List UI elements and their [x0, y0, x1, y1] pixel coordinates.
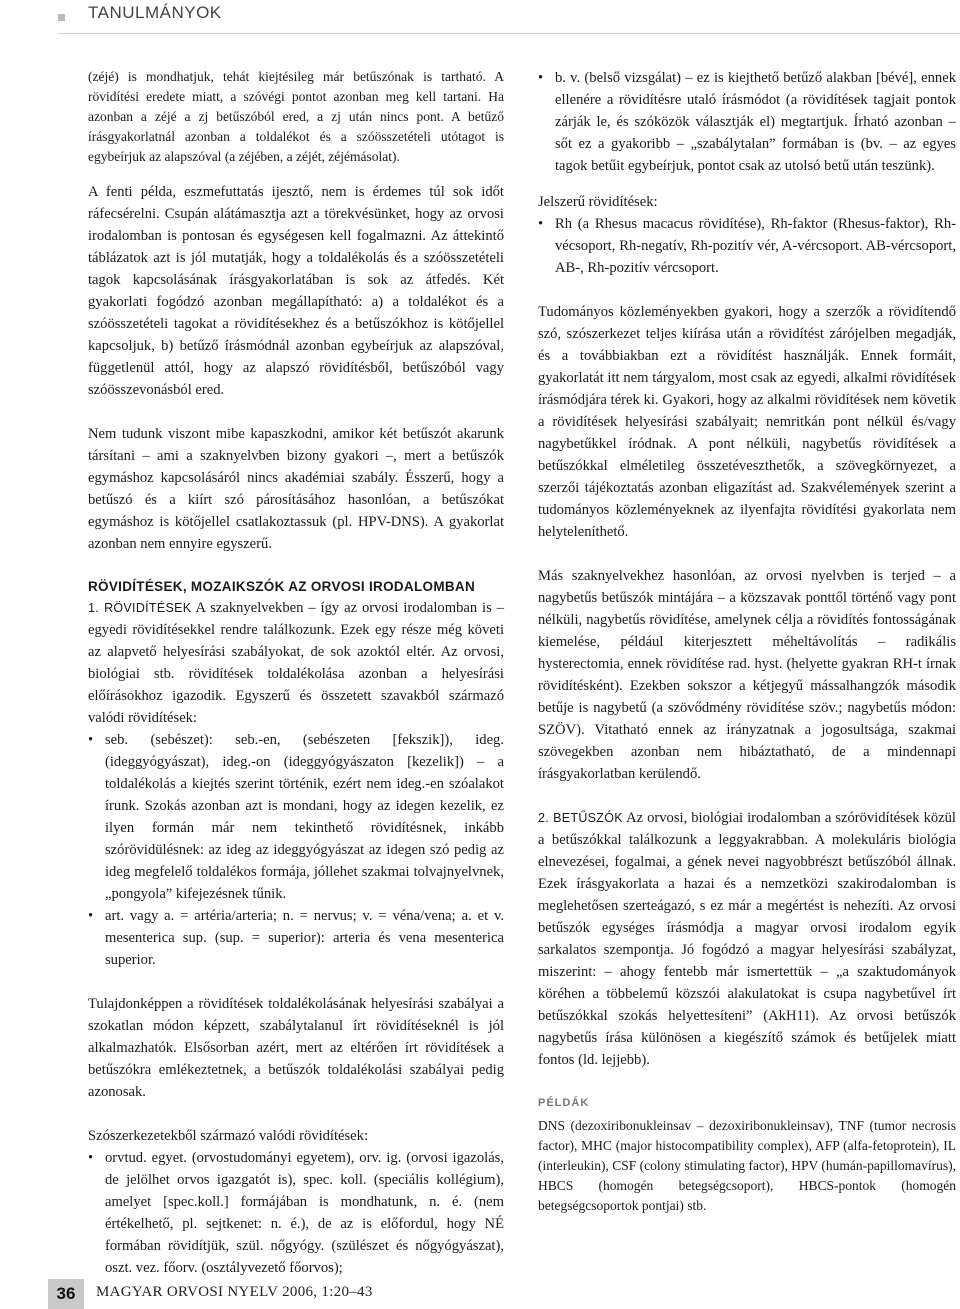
- page-footer: [0, 1279, 960, 1309]
- right-column: [538, 67, 956, 1216]
- journal-name: MAGYAR ORVOSI NYELV: [96, 1284, 279, 1300]
- subsection-1-label: 1. RÖVIDÍTÉSEK: [88, 601, 192, 615]
- paragraph-tulajdonkeppen: Tulajdonképpen a rövidítések toldalékolásának helyesírási szabályai a szokatlan módon képzett, szabálytalanul írt rövidítéseknél is jól alkalmazhatók. Elsősorban azért, mert az eltérően írt rövidítések a betűszókra emlékeztetnek, a betűszók toldalékolási szabályai pedig azonosak.: [88, 996, 504, 1100]
- paragraph-mas-szaknyelvek: Más szaknyelvekhez hasonlóan, az orvosi nyelvben is terjed – a nagybetűs betűszók mintájára – a közszavak ponttől történő vagy pont nélküli, nagybetűs rövidítése, amelynek célja a rövidítés fontosságának kiemelése, például kiterjesztett méheltávolítás – radikális hysterectomia, ennek rövidítése rad. hyst. (helyette gyakran RH-t írnak rövidítésként). Ezekben sokszor a kétjegyű mássalhangzók második betűje is nagybetű (a szövődmény rövidítése szöv.; nagybetűs módon: SZÖV). Vitatható ennek az irányzatnak a jogosultsága, szakmai szövegekben azonban nem hibáztatható, de a mindennapi írásgyakorlatban kerülendő.: [538, 568, 956, 782]
- paragraph-nem-tudunk: Nem tudunk viszont mibe kapaszkodni, amikor két betűszót akarunk társítani – ami a szaknyelvben bizony gyakori –, mert a betűszók egymáshoz kapcsolásáról nincs akadémiai szabály. Ésszerű, hogy a betűszó és a kiírt szó párosításához hasonlóan, a betűszókat egymáshoz is kötőjellel csatlakoztassuk (pl. HPV-DNS). A gyakorlat azonban nem ennyire egyszerű.: [88, 426, 504, 552]
- list-item: • Rh (a Rhesus macacus rövidítése), Rh-faktor (Rhesus-faktor), Rh-vécsoport, Rh-negatív, Rh-pozitív vér, A-vércsoport. AB-vércsoport, AB-, Rh-pozitív vércsoport.: [538, 213, 956, 279]
- paragraph-szoszerkezetek: Szószerkezetekből származó valódi rövidítések:: [88, 1128, 369, 1144]
- list-item: • b. v. (belső vizsgálat) – ez is kiejthető betűző alakban [bévé], ennek ellenére a rövidítésre utaló írásmódot (a rövidítések tagjait pontok zárják le, és szóközök választják el) megtartjuk. Írható azonban – sőt ez a gyakoribb – „szabálytalan” formában is (bv. – az egyes tagok betűit egybeírjuk, pontot csak az utolsó betű után teszünk).: [538, 67, 956, 177]
- subsection-1-text: A szaknyelvekben – így az orvosi irodalomban is – egyedi rövidítésekkel rendre találkozunk. Ezek egy része még követi az alapvető helyesírási szabályokat, de sok azoktól eltér. Az orvosi, biológiai stb. rövidítések toldalékolása azonban a helyesírási előírásokhoz igazodik. Egyszerű és összetett szavakból származó valódi rövidítések:: [88, 600, 505, 726]
- list-item: • orvtud. egyet. (orvostudományi egyetem), orv. ig. (orvosi igazolás, de jelölhet orvos igazgatót is), spec. koll. (speciális kollégium), amelyet [spec.koll.] formájában is mondhatunk, n. é. (nem értékelhető, pl. sejtkenet: n. é.), de az is előfordul, hogy NÉ formában rövidítjük, szül. nőgyógy. (szülészet és nőgyógyászat), oszt. vez. főorv. (osztályvezető főorvos);: [88, 1147, 504, 1279]
- examples-title: PÉLDÁK: [538, 1097, 590, 1109]
- left-column: [88, 67, 504, 1279]
- intro-paragraph: (zéjé) is mondhatjuk, tehát kiejtésileg már betűszónak is tartható. A rövidítési eredete miatt, a szóvégi pontot azonban meg kell tartani. Ha azonban a zéjé a zj betűszóból ered, a zj után nincs pont. A betűző írásgyakorlatnál azonban a toldalékot és a szóösszetételi utótagot is egybeírjuk az alapszóval (a zéjében, a zéjét, zéjémásolat).: [88, 69, 504, 164]
- paragraph-fenti-pelda: A fenti példa, eszmefuttatás ijesztő, nem is érdemes túl sok időt ráfecsérelni. Csupán alátámasztja azt a törekvésünket, hogy az orvosi irodalomban is pontosan és egységesen kell fogalmazni. Az áttekintő táblázatok azt is jól mutatják, hogy a toldalékolás és a szóösszetételi tagok kapcsolásának írásgyakorlatában is sok az átfedés. Két gyakorlati fogódzó azonban megállapítható: a) a toldalékot és a szóösszetételi tagokat a rövidítésekhez és a betűszókhoz is kötőjellel kapcsoljuk, b) betűző írásmódnál azonban egybeírjuk az alapszóval, függetlenül attól, hogy az alapszó rövidítésből, betűszóból vagy szóösszevonásból ered.: [88, 184, 504, 398]
- journal-issue: 2006, 1:20–43: [282, 1284, 373, 1300]
- page-header: [0, 0, 960, 40]
- header-rule: [58, 33, 960, 34]
- abbrev-list-3: [538, 67, 956, 177]
- abbrev-list-1: [88, 729, 504, 971]
- section-heading-rovidites: RÖVIDÍTÉSEK, MOZAIKSZÓK AZ ORVOSI IRODALOMBAN: [88, 579, 476, 594]
- examples-text: DNS (dezoxiribonukleinsav – dezoxiribonukleinsav), TNF (tumor necrosis factor), MHC (major histocompatibility complex), AFP (alfa-fetoprotein), IL (interleukin), CSF (colony stimulating factor), HPV (humán-papillomavírus), HBCS (homogén betegségcsoport), HBCS-pontok (homogén betegségcsoportok pontjai) stb.: [538, 1118, 956, 1213]
- list-item: • seb. (sebészet): seb.-en, (sebészeten [fekszik]), ideg. (ideggyógyászat), ideg.-on (ideggyógyászaton [kezelik]) – a toldalékolás a kiejtés szerint történik, ezért nem ideg.-en szóalakot írunk. Szokás azonban azt is mondani, hogy az idegen kezelik, ez ilyen formán már nem tekinthető rövidítésnek, inkább szórövidülésnek: az ideg az ideggyógyászat az idegen szó pedig az ideg megfelelő toldalékos formája, jóllehet szakmai tolvajnyelvnek, „pongyola” kifejezésnek tűnik.: [88, 729, 504, 905]
- header-square-ornament: [58, 14, 65, 21]
- subsection-2: [538, 807, 956, 1071]
- abbrev-list-2: [88, 1147, 504, 1279]
- journal-citation: [96, 1284, 373, 1301]
- subsection-1: [88, 597, 504, 729]
- paragraph-tudomanyos: Tudományos közleményekben gyakori, hogy a szerzők a rövidítendő szó, szószerkezet teljes kiírása után a rövidítést zárójelben megadják, és a továbbiakban ezt a rövidítést használják. Ennek formáit, gyakorlatát itt nem tárgyalom, most csak az egyedi, alkalmi rövidítések írásmódjára térek ki. Gyakori, hogy az alkalmi rövidítések nem követik a rövidítések helyesírási szabályait; nemritkán pont nélkül és/vagy nagybetűkkel íródnak. A pont nélküli, nagybetűs rövidítések a betűszókkal elméletileg összetéveszthetők, a szövegkörnyezet, a szerzői tájékoztatás azonban eligazítást ad. Szakvélemények szerint a tudományos közleményeknek az ilyenfajta rövidítési gyakorlata nem helyteleníthető.: [538, 304, 956, 540]
- page-number: 36: [48, 1279, 84, 1309]
- subsection-2-label: 2. BETŰSZÓK: [538, 811, 623, 825]
- examples-box: [538, 1093, 956, 1216]
- subsection-2-text: Az orvosi, biológiai irodalomban a szórövidítések közül a betűszókkal találkozunk a leggyakrabban. A molekuláris biológia elnevezései, fogalmai, a gének nevei nagyobbrészt betűszóból állnak. Ezek írásgyakorlata a hazai és a nemzetközi szakirodalomban is meglehetősen szerteágazó, s ez már a megértést is nehezíti. Az orvosi betűszók egységes írásmódja a magyar orvosi irodalom egyik sarkalatos szempontja. Jó fogódzó a magyar helyesírási szabályzat, miszerint: – ahogy fentebb már ismertettük – „a szaktudományok köréhen a többelemű közszói alakulatokat is csupa nagybetűvel írt betűszókkal szokás helyettesíteni” (AkH11). Az orvosi betűszók nagybetűs írása különösen a kiegészítő számok és betűjelek miatt fontos (ld. lejjebb).: [538, 810, 956, 1068]
- section-title: TANULMÁNYOK: [88, 3, 222, 22]
- list-item: • art. vagy a. = artéria/arteria; n. = nervus; v. = véna/vena; a. et v. mesenterica sup. (sup. = superior): arteria és vena mesenterica superior.: [88, 905, 504, 971]
- label-jelszeru: Jelszerű rövidítések:: [538, 194, 658, 210]
- abbrev-list-4: [538, 213, 956, 279]
